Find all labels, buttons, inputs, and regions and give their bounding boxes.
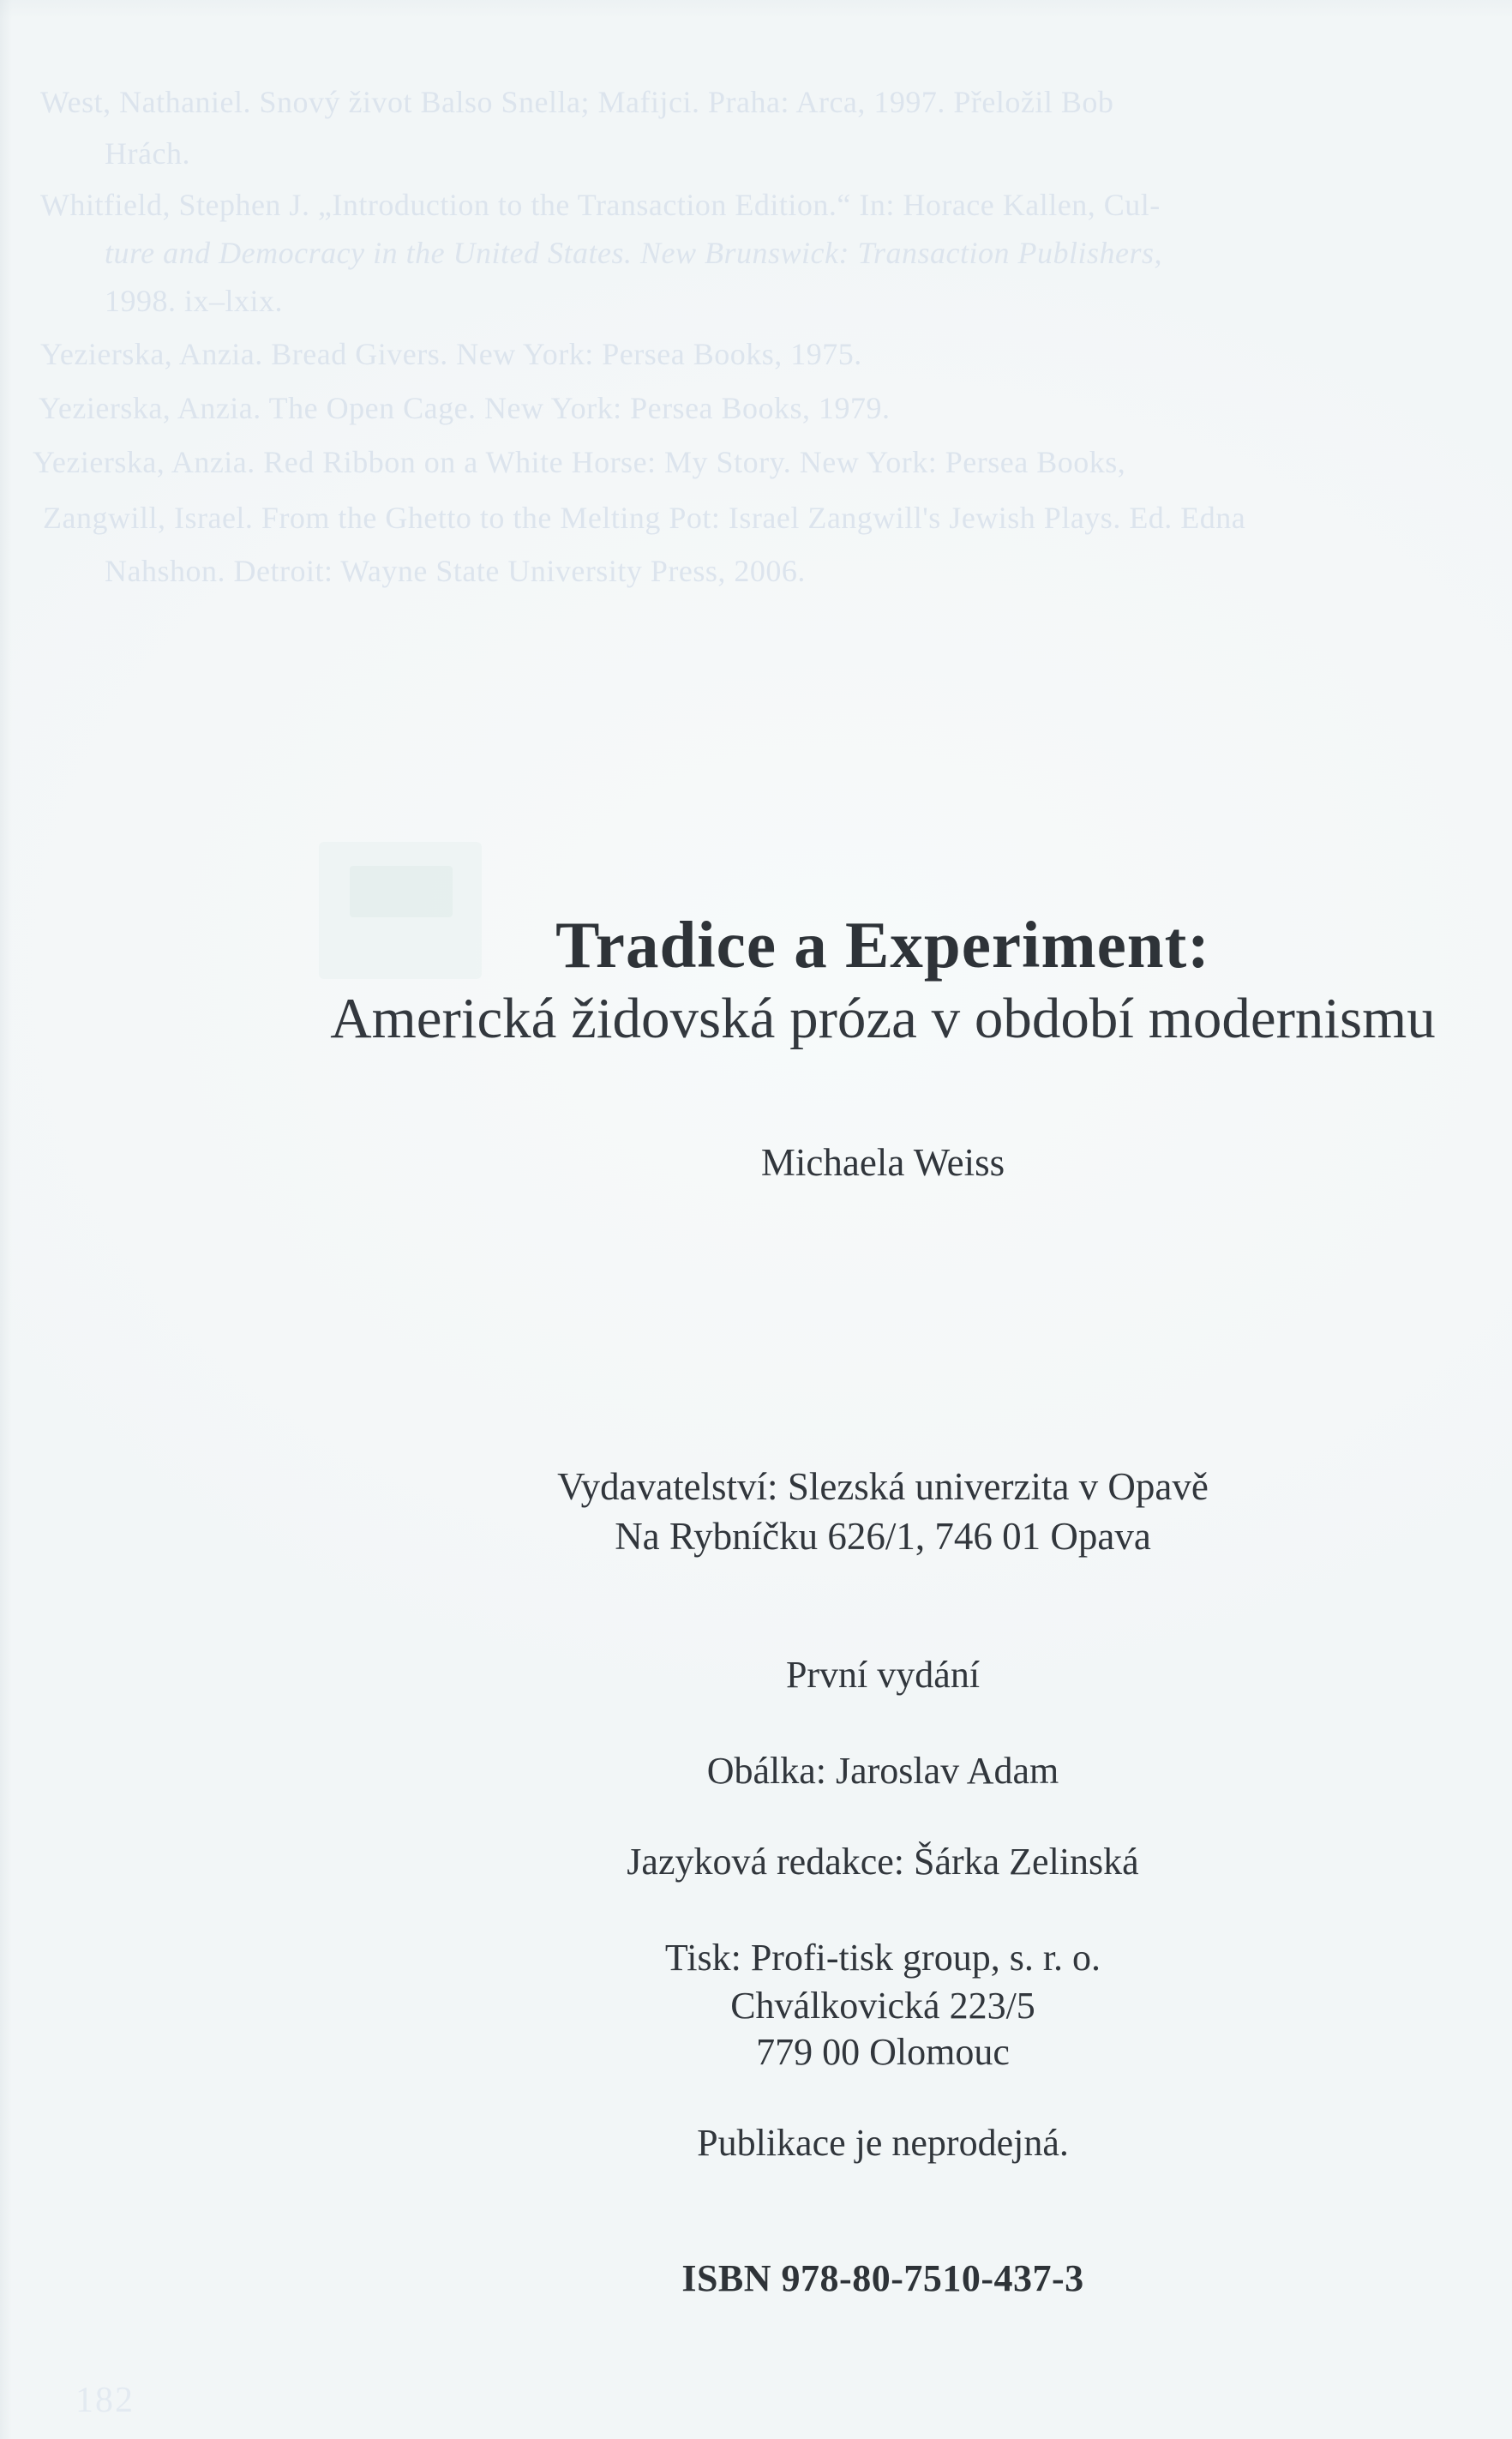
ghost-bibliography-line: 1998. ix–lxix.	[105, 284, 284, 318]
ghost-bibliography-line: Yezierska, Anzia. The Open Cage. New York: Persea Books, 1979.	[39, 391, 891, 425]
edition-note: První vydání	[785, 1654, 981, 1696]
ghost-page-number: 182	[75, 2381, 135, 2420]
ghost-bibliography-line: Hrách.	[105, 136, 190, 171]
printer-city: 779 00 Olomouc	[756, 2031, 1010, 2073]
book-title: Tradice a Experiment:	[555, 908, 1210, 982]
availability-note: Publikace je neprodejná.	[697, 2122, 1069, 2164]
isbn: ISBN 978-80-7510-437-3	[681, 2257, 1084, 2299]
language-editor: Jazyková redakce: Šárka Zelinská	[627, 1841, 1139, 1883]
ghost-bibliography-line: Whitfield, Stephen J. „Introduction to the Transaction Edition.“ In: Horace Kallen, Cul-	[40, 188, 1161, 222]
book-subtitle: Americká židovská próza v období modernismu	[330, 987, 1436, 1050]
ghost-bibliography-line: West, Nathaniel. Snový život Balso Snella; Mafijci. Praha: Arca, 1997. Přeložil Bob	[40, 85, 1114, 119]
author-name: Michaela Weiss	[760, 1141, 1005, 1184]
cover-designer: Obálka: Jaroslav Adam	[706, 1750, 1059, 1792]
ghost-bibliography-line: Yezierska, Anzia. Bread Givers. New York: Persea Books, 1975.	[40, 337, 862, 371]
ghost-bibliography-line: Nahshon. Detroit: Wayne State University Press, 2006.	[105, 554, 806, 588]
ghost-bibliography-line: Zangwill, Israel. From the Ghetto to the Melting Pot: Israel Zangwill's Jewish Plays. Ed. Edna	[43, 501, 1246, 535]
publisher-address: Na Rybníčku 626/1, 746 01 Opava	[615, 1515, 1151, 1558]
printer-name: Tisk: Profi-tisk group, s. r. o.	[664, 1937, 1101, 1979]
ghost-bibliography-line: Yezierska, Anzia. Red Ribbon on a White Horse: My Story. New York: Persea Books,	[33, 445, 1126, 479]
publisher-line: Vydavatelství: Slezská univerzita v Opavě	[557, 1465, 1209, 1508]
printer-street: Chválkovická 223/5	[730, 1985, 1035, 2027]
ghost-bibliography-line: ture and Democracy in the United States. New Brunswick: Transaction Publishers,	[105, 236, 1163, 270]
